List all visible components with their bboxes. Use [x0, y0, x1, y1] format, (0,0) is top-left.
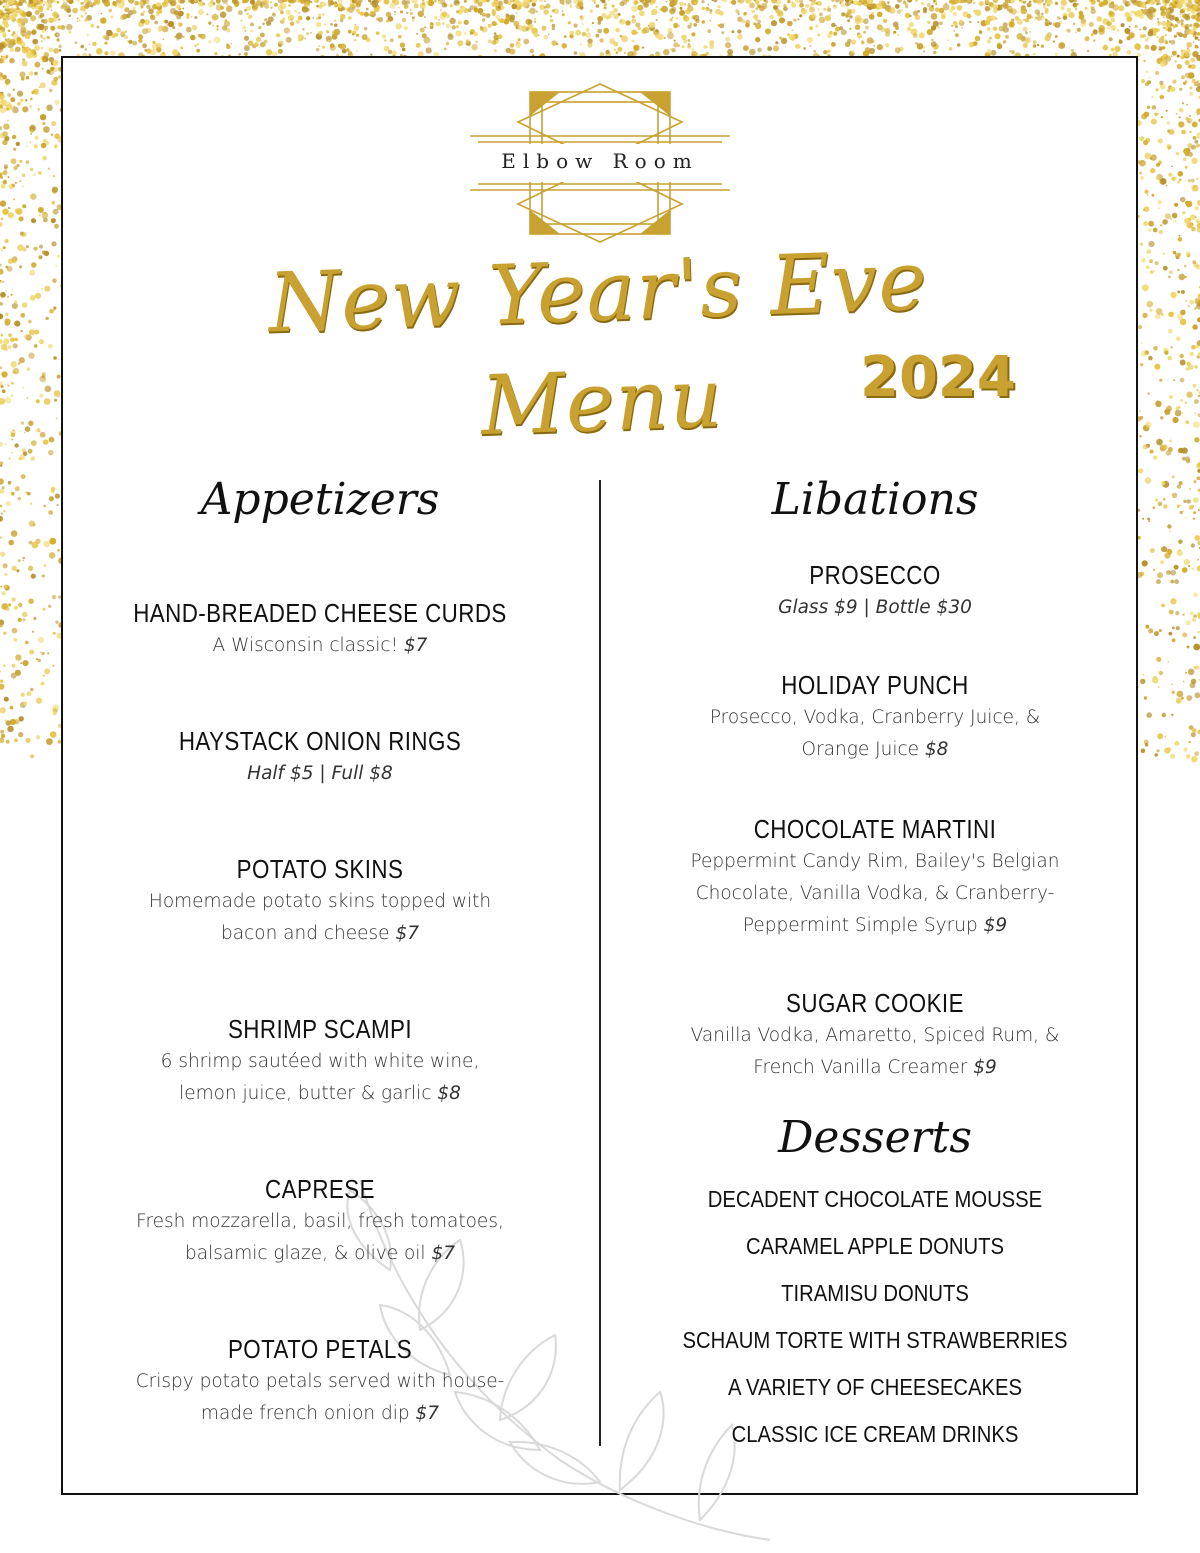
item-price: $8	[924, 739, 949, 760]
item-description: Crispy potato petals served with house-made french onion dip	[135, 1371, 505, 1424]
item-name: SHRIMP SCAMPI	[227, 1014, 413, 1044]
item-price: $7	[431, 1243, 455, 1264]
item-name: PROSECCO	[809, 560, 941, 590]
item-description: Prosecco, Vodka, Cranberry Juice, & Orange Juice	[709, 707, 1041, 760]
item-price: $8	[437, 1083, 461, 1104]
item-price: Glass $9 | Bottle $30	[778, 597, 972, 618]
item-description: 6 shrimp sautéed with white wine, lemon juice, butter & garlic	[160, 1051, 480, 1104]
item-price: $9	[983, 915, 1008, 936]
item-name: CHOCOLATE MARTINI	[753, 814, 997, 844]
dessert-item: CARAMEL APPLE DONUTS	[746, 1233, 1004, 1259]
item-price: Half $5 | Full $8	[247, 763, 393, 784]
elbow-room-logo	[470, 82, 730, 244]
item-description: Vanilla Vodka, Amaretto, Spiced Rum, & French Vanilla Creamer	[690, 1025, 1060, 1078]
libation-item	[650, 558, 1100, 624]
appetizers-heading: Appetizers	[200, 474, 440, 525]
appetizer-item	[100, 1012, 540, 1110]
item-name: POTATO PETALS	[227, 1334, 413, 1364]
item-description: Homemade potato skins topped with bacon and cheese	[148, 891, 492, 944]
column-divider	[599, 480, 601, 1446]
item-description: Peppermint Candy Rim, Bailey's Belgian Chocolate, Vanilla Vodka, & Cranberry-Peppermint Simple Syrup	[690, 851, 1060, 936]
desserts-section	[650, 1100, 1100, 1458]
dessert-item: A VARIETY OF CHEESECAKES	[728, 1374, 1022, 1400]
appetizers-section	[100, 460, 540, 1430]
appetizer-item	[100, 1172, 540, 1270]
item-name: HOLIDAY PUNCH	[781, 670, 969, 700]
item-name: CAPRESE	[265, 1174, 375, 1204]
dessert-item: TIRAMISU DONUTS	[781, 1280, 969, 1306]
item-price: $7	[403, 635, 428, 656]
item-price: $7	[395, 923, 419, 944]
dessert-item: SCHAUM TORTE WITH STRAWBERRIES	[682, 1327, 1068, 1353]
item-name: POTATO SKINS	[236, 854, 404, 884]
libation-item	[650, 986, 1100, 1084]
item-name: SUGAR COOKIE	[786, 988, 964, 1018]
item-name: HAND-BREADED CHEESE CURDS	[133, 598, 507, 628]
appetizer-item	[100, 1332, 540, 1430]
dessert-item: DECADENT CHOCOLATE MOUSSE	[707, 1186, 1043, 1212]
item-name: HAYSTACK ONION RINGS	[178, 726, 462, 756]
libations-heading: Libations	[771, 474, 979, 525]
appetizer-item	[100, 724, 540, 790]
menu-title: New Year's Eve Menu	[266, 233, 930, 455]
brand-name: Elbow Room	[501, 149, 699, 173]
item-price: $7	[415, 1403, 440, 1424]
appetizer-item	[100, 852, 540, 950]
desserts-heading: Desserts	[778, 1112, 972, 1163]
libations-section	[650, 460, 1100, 1458]
item-description: A Wisconsin classic!	[212, 635, 398, 656]
appetizer-item	[100, 596, 540, 662]
libation-item	[650, 812, 1100, 942]
item-price: $9	[973, 1057, 997, 1078]
menu-year: 2024	[860, 345, 1016, 410]
libation-item	[650, 668, 1100, 766]
item-description: Fresh mozzarella, basil, fresh tomatoes, balsamic glaze, & olive oil	[136, 1211, 504, 1264]
dessert-item: CLASSIC ICE CREAM DRINKS	[731, 1421, 1019, 1447]
